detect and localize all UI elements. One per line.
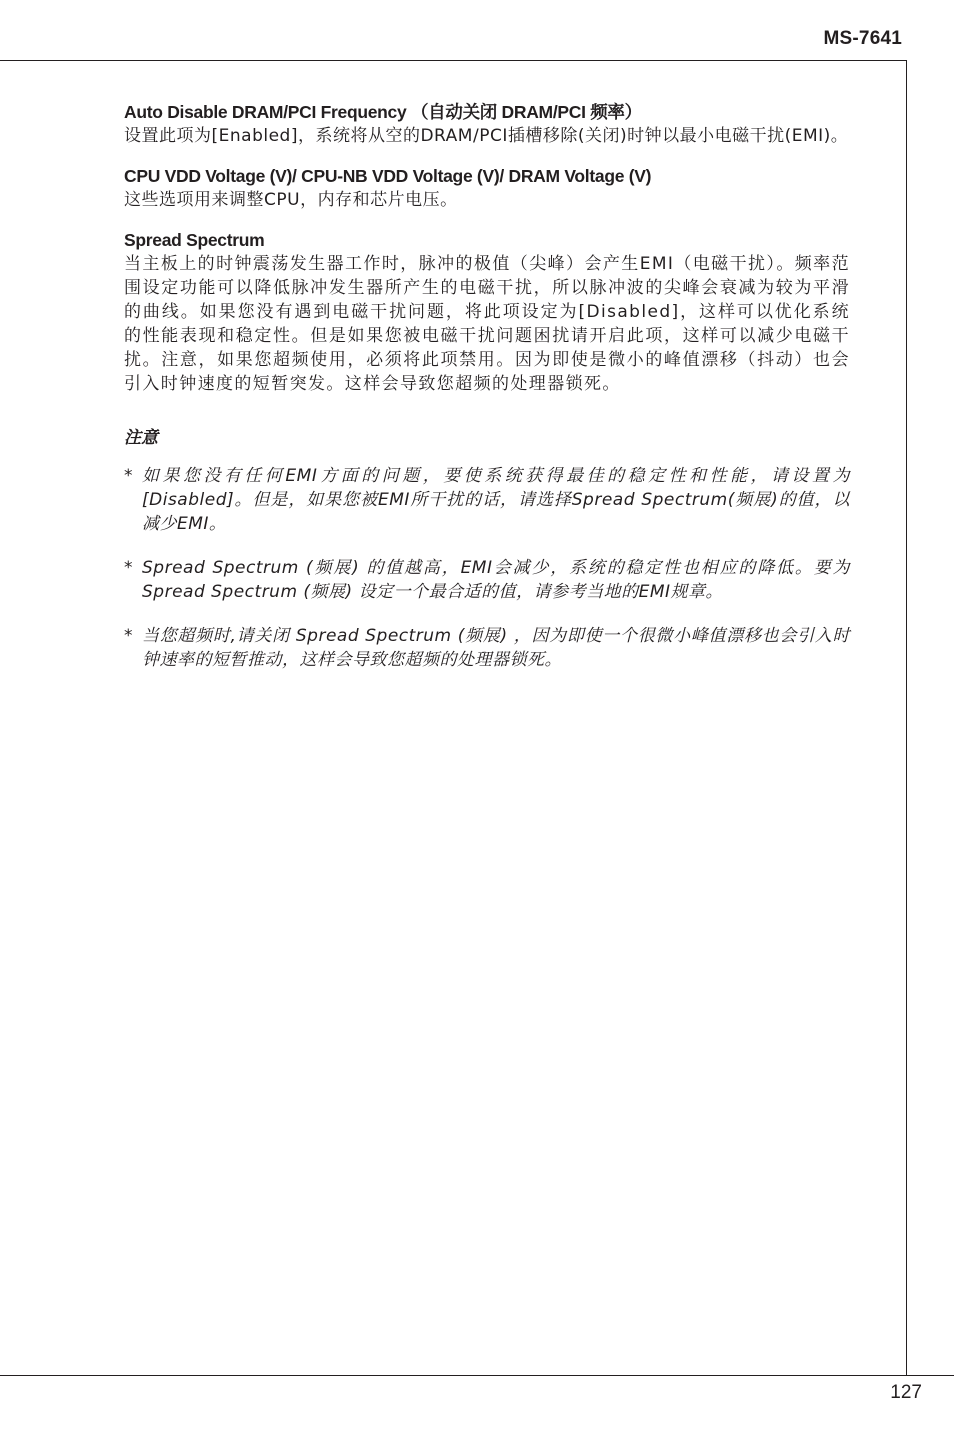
- note-bullet: *: [124, 466, 133, 486]
- page-content: [124, 100, 850, 692]
- section-body: 这些选项用来调整CPU，内存和芯片电压。: [124, 190, 458, 210]
- notes-title: 注意: [124, 428, 158, 448]
- model-label: MS-7641: [823, 28, 902, 49]
- section-voltage: [124, 164, 850, 212]
- note-item: [124, 624, 850, 672]
- note-text: 当您超频时,请关闭 Spread Spectrum (频展) ，因为即使一个很微小峰值漂移也会引入时钟速率的短暂推动，这样会导致您超频的处理器锁死。: [142, 626, 850, 670]
- note-text: Spread Spectrum (频展) 的值越高，EMI会减少，系统的稳定性也相应的降低。要为Spread Spectrum (频展) 设定一个最合适的值，请参考当地的EMI规章。: [142, 558, 850, 602]
- section-body: 当主板上的时钟震荡发生器工作时，脉冲的极值（尖峰）会产生EMI（电磁干扰）。频率范围设定功能可以降低脉冲发生器所产生的电磁干扰，所以脉冲波的尖峰会衰减为较为平滑的曲线。如果您没有遇到电磁干扰问题，将此项设定为[Disabled]，这样可以优化系统的性能表现和稳定性。但是如果您被电磁干扰问题困扰请开启此项，这样可以减少电磁干扰。注意，如果您超频使用，必须将此项禁用。因为即使是微小的峰值漂移（抖动）也会引入时钟速度的短暂突发。这样会导致您超频的处理器锁死。: [124, 254, 850, 394]
- section-heading: Spread Spectrum: [124, 230, 265, 250]
- note-bullet: *: [124, 558, 133, 578]
- section-spread-spectrum: [124, 228, 850, 396]
- note-bullet: *: [124, 626, 133, 646]
- section-body: 设置此项为[Enabled]，系统将从空的DRAM/PCI插槽移除(关闭)时钟以最小电磁干扰(EMI)。: [124, 126, 849, 146]
- section-heading: CPU VDD Voltage (V)/ CPU-NB VDD Voltage (V)/ DRAM Voltage (V): [124, 166, 652, 186]
- header-rule: [0, 60, 906, 61]
- footer-rule: [0, 1375, 954, 1376]
- right-margin-rule: [906, 60, 907, 1376]
- page-number: 127: [890, 1382, 922, 1403]
- section-heading: Auto Disable DRAM/PCI Frequency （自动关闭 DRAM/PCI 频率）: [124, 102, 642, 122]
- section-auto-disable-dram-pci: [124, 100, 850, 148]
- note-item: [124, 464, 850, 536]
- note-item: [124, 556, 850, 604]
- note-text: 如果您没有任何EMI方面的问题，要使系统获得最佳的稳定性和性能，请设置为[Disabled]。但是，如果您被EMI所干扰的话，请选择Spread Spectrum(频展)的值，以减少EMI。: [142, 466, 850, 534]
